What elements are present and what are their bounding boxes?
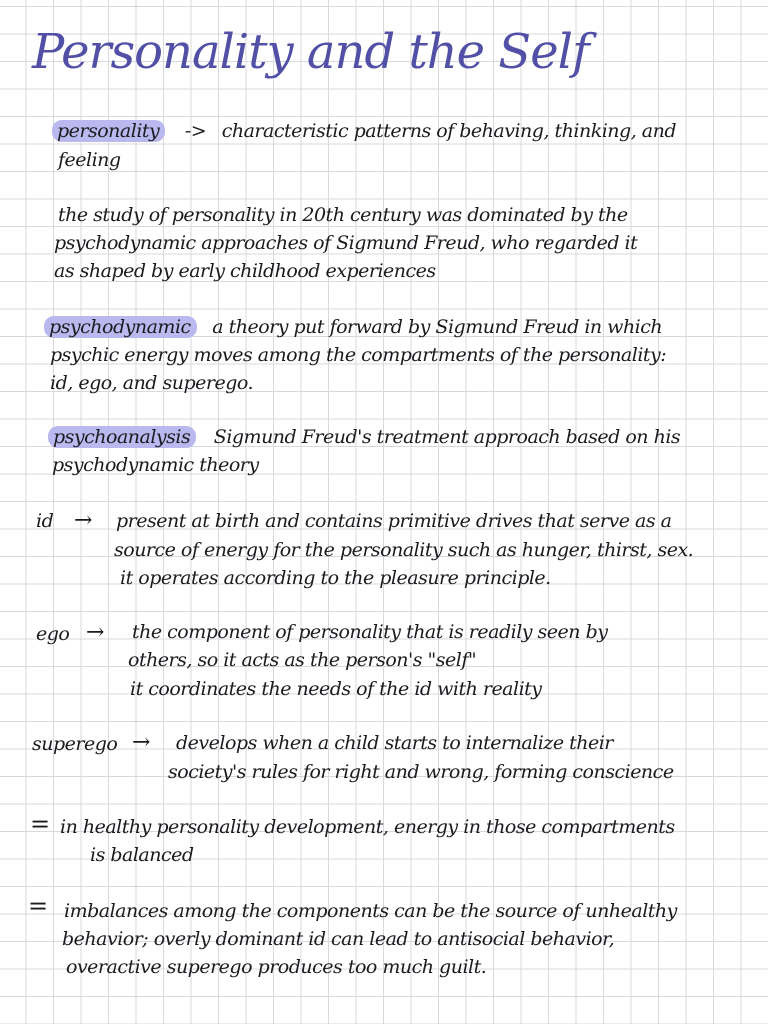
conclusion-1-line-1: in healthy personality development, energy in those compartments xyxy=(60,816,675,838)
superego-line-1: develops when a child starts to internalize their xyxy=(176,732,613,754)
page-title: Personality and the Self xyxy=(32,24,589,80)
equals-marker-1: = xyxy=(30,810,50,838)
study-line-1: the study of personality in 20th century was dominated by the xyxy=(58,204,628,226)
psychodynamic-definition-line-1 xyxy=(44,318,662,337)
psychodynamic-definition-line-3: id, ego, and superego. xyxy=(50,372,254,394)
personality-arrow: -> xyxy=(184,120,207,142)
personality-term: personality xyxy=(52,120,165,142)
superego-line-2: society's rules for right and wrong, forming conscience xyxy=(168,761,674,783)
id-line-1: present at birth and contains primitive drives that serve as a xyxy=(116,510,672,532)
conclusion-2-line-1: imbalances among the components can be the source of unhealthy xyxy=(64,900,677,922)
ego-line-1: the component of personality that is readily seen by xyxy=(132,621,608,643)
personality-text: characteristic patterns of behaving, thinking, and xyxy=(221,120,677,142)
personality-definition-line-2: feeling xyxy=(58,149,121,171)
psychoanalysis-definition-line-2: psychodynamic theory xyxy=(52,454,259,476)
ego-term: ego xyxy=(36,623,70,645)
conclusion-1-line-2: is balanced xyxy=(90,844,194,866)
study-line-3: as shaped by early childhood experiences xyxy=(54,260,436,282)
psychoanalysis-text: Sigmund Freud's treatment approach based on his xyxy=(213,426,681,448)
id-term: id xyxy=(36,510,54,532)
psychodynamic-definition-line-2: psychic energy moves among the compartments of the personality: xyxy=(50,344,667,366)
id-line-3: it operates according to the pleasure principle. xyxy=(120,567,551,589)
equals-marker-2: = xyxy=(28,892,48,920)
psychoanalysis-definition-line-1 xyxy=(48,428,680,447)
superego-arrow: → xyxy=(132,730,150,755)
id-arrow: → xyxy=(74,508,92,533)
ego-line-3: it coordinates the needs of the id with reality xyxy=(130,678,542,700)
psychodynamic-term: psychodynamic xyxy=(44,316,197,338)
ego-arrow: → xyxy=(86,620,104,645)
personality-definition-line-1 xyxy=(52,122,676,141)
conclusion-2-line-2: behavior; overly dominant id can lead to antisocial behavior, xyxy=(62,928,615,950)
superego-term: superego xyxy=(32,733,118,755)
conclusion-2-line-3: overactive superego produces too much guilt. xyxy=(66,956,487,978)
psychodynamic-text: a theory put forward by Sigmund Freud in which xyxy=(212,316,663,338)
study-line-2: psychodynamic approaches of Sigmund Freud, who regarded it xyxy=(54,232,638,254)
id-line-2: source of energy for the personality such as hunger, thirst, sex. xyxy=(114,539,694,561)
ego-line-2: others, so it acts as the person's "self" xyxy=(128,649,477,671)
psychoanalysis-term: psychoanalysis xyxy=(48,426,196,448)
